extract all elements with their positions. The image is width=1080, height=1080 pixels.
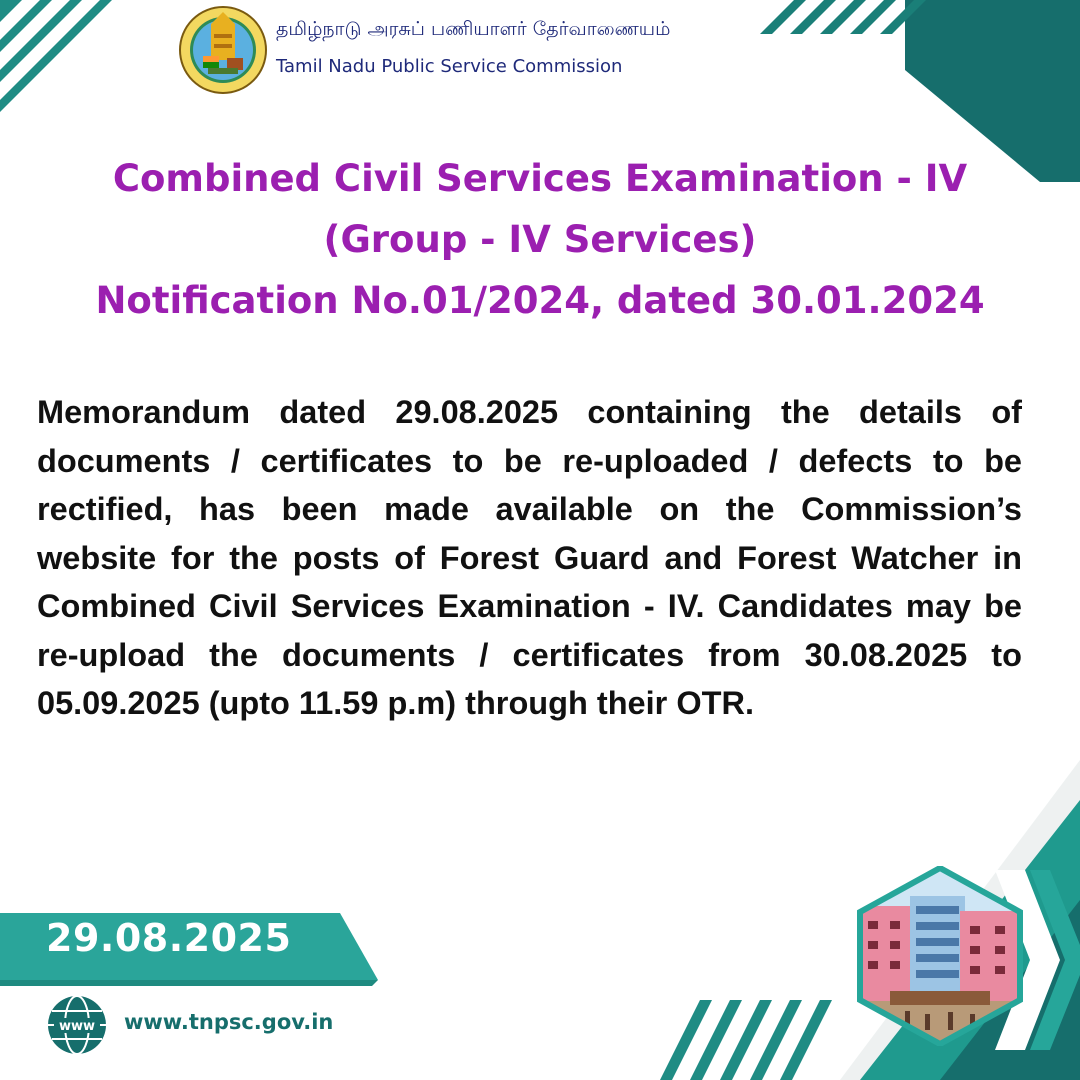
notification-title	[40, 148, 1040, 331]
memorandum-paragraph: Memorandum dated 29.08.2025 containing the details of documents / certificates to be re-uploaded / defects to be rectified, has been made available on the Commission’s website for the posts of Forest Guard and Forest Watcher in Combined Civil Services Examination - IV. Candidates may be re-upload the documents / certificates from 30.08.2025 to 05.09.2025 (upto 11.59 p.m) through their OTR.	[37, 394, 1022, 721]
www-globe-icon	[46, 994, 108, 1056]
bottom-stripes	[660, 1000, 832, 1080]
org-name-tamil: தமிழ்நாடு அரசுப் பணியாளர் தேர்வாணையம்	[276, 18, 671, 40]
website-link[interactable]: www.tnpsc.gov.in	[124, 1010, 334, 1034]
date-banner-shadow	[0, 980, 378, 986]
tamil-nadu-emblem-icon	[178, 4, 268, 96]
globe-label: www	[58, 1019, 96, 1034]
title-line-notification: Notification No.01/2024, dated 30.01.2024	[95, 279, 985, 322]
top-right-stripes	[760, 0, 926, 34]
post-date: 29.08.2025	[46, 916, 292, 960]
title-line-group: (Group - IV Services)	[323, 218, 757, 261]
top-left-stripes	[0, 0, 112, 112]
tnpsc-building-photo	[850, 866, 1030, 1046]
title-line-exam: Combined Civil Services Examination - IV	[112, 157, 968, 200]
org-name-english: Tamil Nadu Public Service Commission	[276, 56, 623, 77]
